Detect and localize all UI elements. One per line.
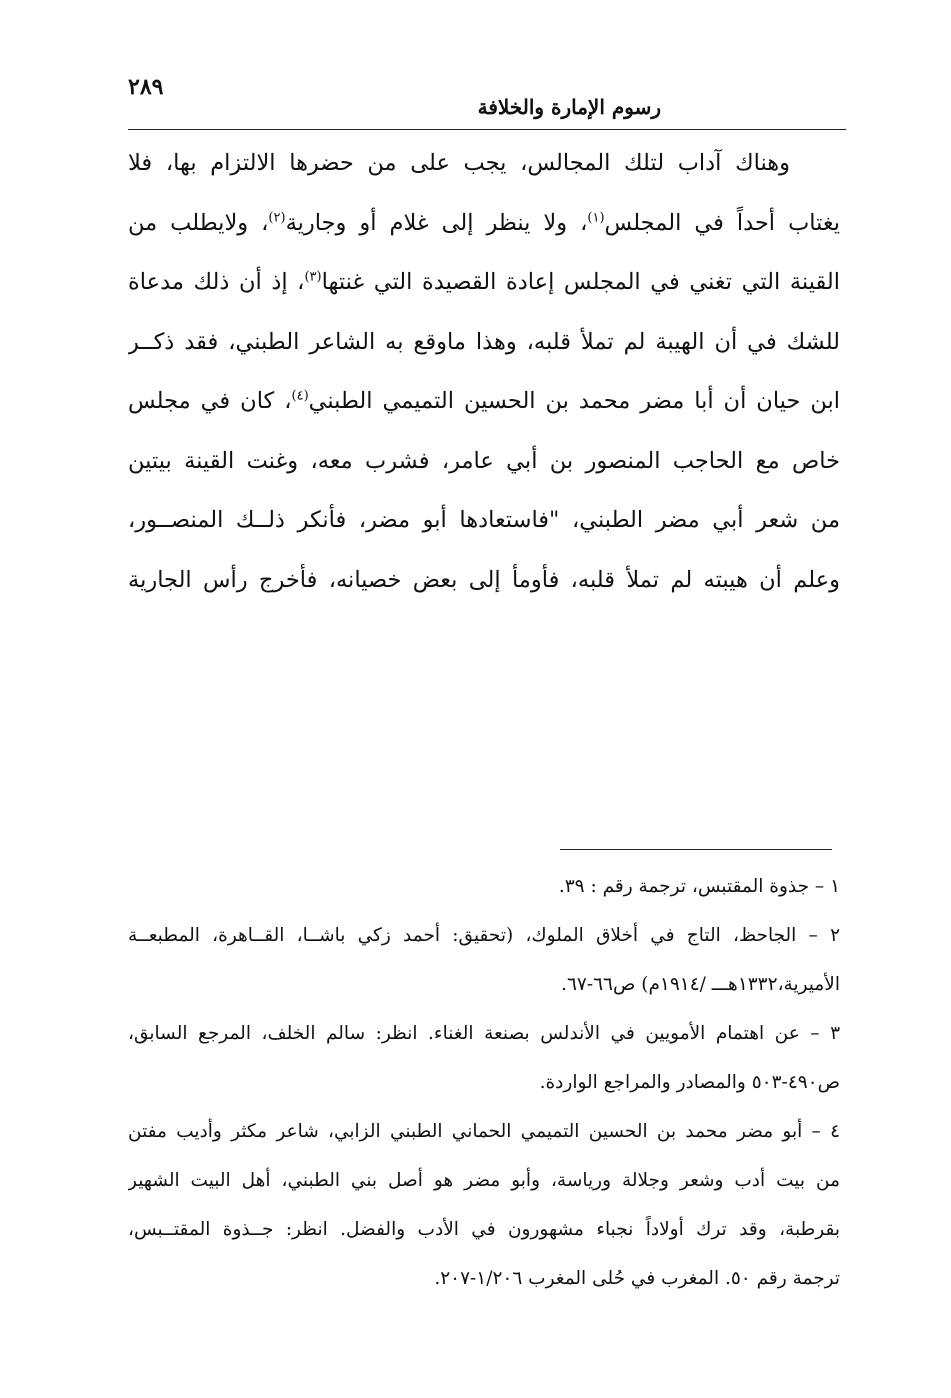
body-line: وعلم أن هيبته لم تملأ قلبه، فأومأ إلى بعض خصيانه، فأخرج رأس الجارية — [128, 566, 840, 593]
footnotes — [128, 862, 840, 1303]
footnote-line: ١ – جذوة المقتبس، ترجمة رقم : ٣٩. — [558, 876, 840, 897]
page-number: ٢٨٩ — [128, 74, 164, 100]
footnote-line: ص٤٩٠-٥٠٣ والمصادر والمراجع الواردة. — [539, 1072, 840, 1093]
footnote-line: ٤ – أبو مضر محمد بن الحسين التميمي الحماني الطبني الزابي، شاعر مكثر وأديب مفتن — [128, 1121, 840, 1142]
footnote-ref[interactable]: (٢) — [268, 210, 286, 225]
footnote-line: بقرطبة، وقد ترك أولاداً نجباء مشهورون في الأدب والفضل. انظر: جــذوة المقتــبس، — [128, 1219, 840, 1240]
footnote-ref[interactable]: (١) — [587, 210, 605, 225]
running-title: رسوم الإمارة والخلافة — [477, 95, 661, 119]
footnote-line: ٢ – الجاحظ، التاج في أخلاق الملوك، (تحقيق: أحمد زكي باشــا، القــاهرة، المطبعــة — [128, 925, 840, 946]
body-line: من شعر أبي مضر الطبني، "فاستعادها أبو مضر، فأنكر ذلــك المنصــور، — [128, 507, 840, 533]
footnote-line: الأميرية،١٣٣٢هـــ /١٩١٤م) ص٦٦-٦٧. — [561, 974, 840, 995]
footnote-line: من بيت أدب وشعر وجلالة ورياسة، وأبو مضر هو أصل بني الطبني، أهل البيت الشهير — [128, 1170, 840, 1191]
footnote-line: ترجمة رقم ٥٠. المغرب في حُلى المغرب ١/٢٠٦-٢٠٧. — [434, 1268, 840, 1289]
footnote-line: ٣ – عن اهتمام الأمويين في الأندلس بصنعة الغناء. انظر: سالم الخلف، المرجع السابق، — [128, 1023, 840, 1044]
body-line: وهناك آداب لتلك المجالس، يجب على من حضرها الالتزام بها، فلا — [128, 150, 790, 176]
body-line: ابن حيان أن أبا مضر محمد بن الحسين التميمي الطبني$^{(٤)}$، كان في مجلس — [128, 388, 840, 414]
footnote-separator — [560, 849, 832, 850]
body-line: للشك في أن الهيبة لم تملأ قلبه، وهذا ماوقع به الشاعر الطبني، فقد ذكــر — [128, 328, 840, 355]
body-text — [128, 134, 840, 610]
footnote-ref[interactable]: (٣) — [304, 269, 322, 285]
footnote-ref[interactable]: (٤) — [291, 388, 309, 404]
body-line: خاص مع الحاجب المنصور بن أبي عامر، فشرب معه، وغنت القينة بيتين — [128, 447, 840, 474]
header-rule — [128, 129, 846, 130]
body-line: يغتاب أحداً في المجلس$^{(١)}$، ولا ينظر إلى غلام أو وجارية$^{(٢)}$، ولايطلب من — [128, 209, 840, 236]
body-line: القينة التي تغني في المجلس إعادة القصيدة التي غنتها$^{(٣)}$، إذ أن ذلك مدعاة — [128, 269, 840, 295]
